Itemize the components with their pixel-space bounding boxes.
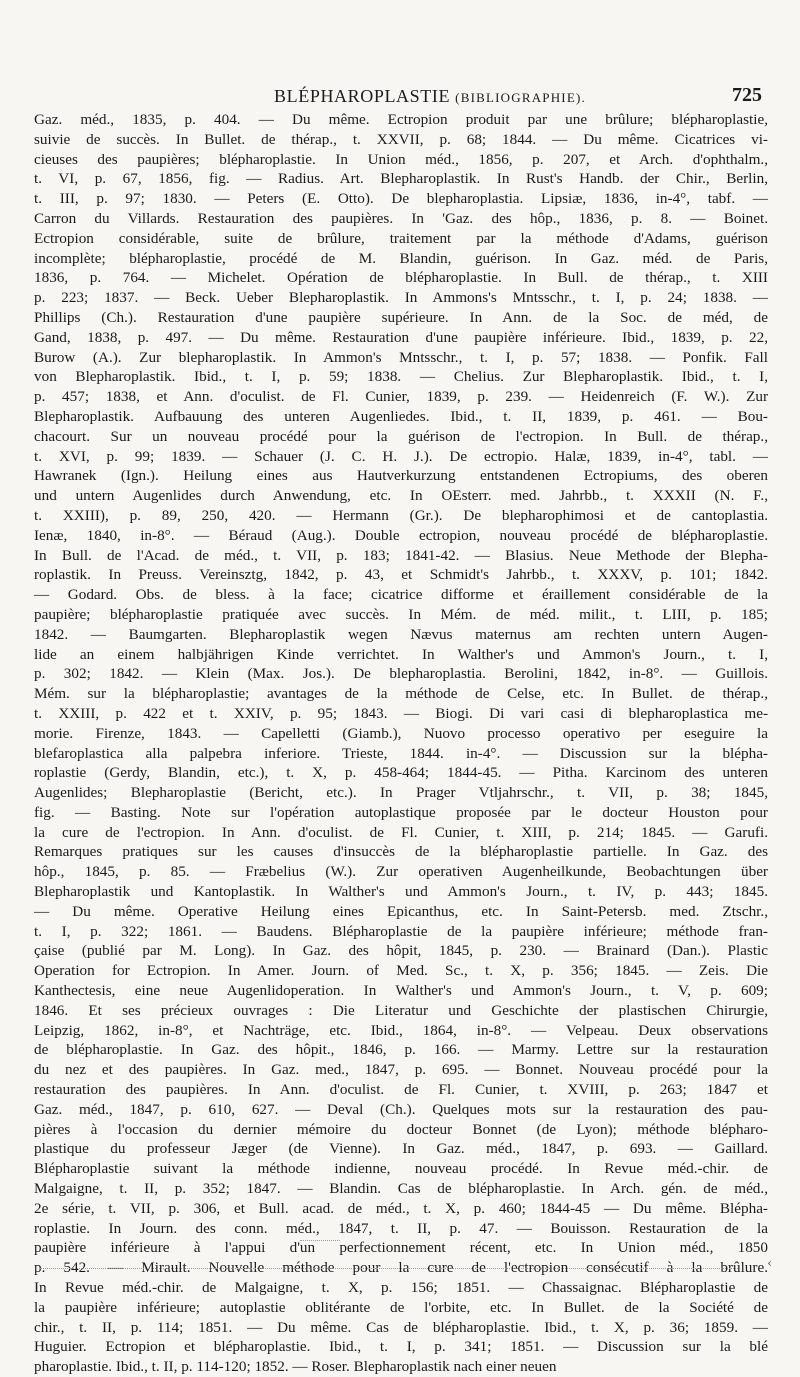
text-line: paupière; blépharoplastie pratiquée avec succès. In Mém. de méd. milit., t. LIII, p. 185; [34, 605, 768, 623]
page-number: 725 [732, 84, 762, 106]
text-line: Gaz. méd., 1847, p. 610, 627. — Deval (Ch.). Quelques mots sur la restauration des pau- [34, 1100, 768, 1118]
text-line: p. 223; 1837. — Beck. Ueber Blepharoplastik. In Ammons's Mntsschr., t. I, p. 24; 1838. — [34, 289, 768, 307]
text-line: Blepharoplastik und Kantoplastik. In Walther's und Ammon's Journ., t. IV, p. 443; 1845. [34, 883, 768, 901]
text-line: blefaroplastica alla palpebra inferiore. Trieste, 1844. in-4°. — Discussion sur la blépha- [34, 744, 768, 762]
text-line: t. III, p. 97; 1830. — Peters (E. Otto). De blepharoplastia. Lipsiæ, 1836, in-4°, tabf. — [34, 190, 768, 208]
text-line: 2e série, t. VII, p. 306, et Bull. acad. de méd., t. X, p. 460; 1844-45 — Du même. Blépha- [34, 1199, 768, 1217]
text-line: Gaz. méd., 1835, p. 404. — Du même. Ectropion produit par une brûlure; blépharoplastie, [34, 111, 768, 128]
text-line: — Du même. Operative Heilung eines Epicanthus, etc. In Saint-Petersb. med. Ztschr., [34, 902, 768, 920]
text-line: çaise (publié par M. Long). In Gaz. des hôpit, 1845, p. 230. — Brainard (Dan.). Plastic [34, 942, 768, 960]
text-line: Remarques pratiques sur les causes d'insuccès de la blépharoplastie partielle. In Gaz. des [34, 843, 768, 861]
text-line: Ienæ, 1840, in-8°. — Béraud (Aug.). Double ectropion, nouveau procédé de blépharoplastie. [34, 526, 768, 544]
text-line: roplastie (Gerdy, Blandin, etc.), t. X, p. 458-464; 1844-45. — Pitha. Karcinom des unteren [34, 764, 768, 782]
text-line: lide an einem halbjährigen Kinde verrichtet. In Walther's und Ammon's Journ., t. I, [34, 645, 768, 663]
text-line: Huguier. Ectropion et blépharoplastie. Ibid., t. I, p. 341; 1851. — Discussion sur la blé [34, 1338, 768, 1356]
text-line: 1836, p. 764. — Michelet. Opération de blépharoplastie. In Bull. de thérap., t. XIII [34, 269, 768, 287]
text-line: Leipzig, 1862, in-8°, et Nachträge, etc. Ibid., 1864, in-8°. — Velpeau. Deux observations [34, 1021, 768, 1039]
text-line: hôp., 1845, p. 85. — Fræbelius (W.). Zur operativen Augenheilkunde, Beobachtungen über [34, 863, 768, 881]
text-line: cieuses des paupières; blépharoplastie. In Union méd., 1856, p. 207, et Arch. d'ophthalm., [34, 150, 768, 168]
text-line: chacourt. Sur un nouveau procédé pour la guérison de l'ectropion. In Bull. de thérap., [34, 427, 768, 445]
text-line: la paupière inférieure; autoplastie oblitérante de l'orbite, etc. In Bullet. de la Société de [34, 1298, 768, 1316]
text-line: incomplète; blépharoplastie, procédé de M. Blandin, guérison. In Gaz. méd. de Paris, [34, 249, 768, 267]
text-line: Blépharoplastie suivant la méthode indienne, nouveau procédé. In Revue méd.-chir. de [34, 1160, 768, 1178]
bibliography-text [34, 110, 768, 1377]
text-line: In Bull. de l'Acad. de méd., t. VII, p. 183; 1841-42. — Blasius. Neue Methode der Blepha- [34, 546, 768, 564]
text-line: p. 457; 1838, et Ann. d'oculist. de Fl. Cunier, 1839, p. 239. — Heidenreich (F. W.). Zur [34, 388, 768, 406]
text-line: Gand, 1838, p. 497. — Du même. Restauration d'une paupière inférieure. Ibid., 1839, p. 22, [34, 328, 768, 346]
text-line: t. XVI, p. 99; 1839. — Schauer (J. C. H. J.). De ectropio. Halæ, 1839, in-4°, tabl. — [34, 447, 768, 465]
running-head-subtitle: (BIBLIOGRAPHIE). [455, 90, 586, 105]
divider [300, 1240, 340, 1241]
text-line: und untern Augenlides durch Anwendung, etc. In OEsterr. med. Jahrbb., t. XXXII (N. F., [34, 487, 768, 505]
text-line: de blépharoplastie. In Gaz. des hôpit., 1846, p. 166. — Marmy. Lettre sur la restauration [34, 1041, 768, 1059]
text-line: restauration des paupières. In Ann. d'oculist. de Fl. Cunier, t. XVIII, p. 263; 1847 et [34, 1081, 768, 1099]
corner-mark: ‹ [767, 1256, 772, 1270]
text-line: fig. — Basting. Note sur l'opération autoplastique proposée par le docteur Houston pour [34, 803, 768, 821]
text-line: pharoplastie. Ibid., t. II, p. 114-120; 1852. — Roser. Blepharoplastik nach einer neuen [34, 1358, 557, 1376]
text-line: Malgaigne, t. II, p. 352; 1847. — Blandin. Cas de blépharoplastie. In Arch. gén. de méd., [34, 1180, 768, 1198]
text-line: chir., t. II, p. 114; 1851. — Du même. Cas de blépharoplastie. Ibid., t. X, p. 36; 1859. — [34, 1318, 768, 1336]
text-line: In Revue méd.-chir. de Malgaigne, t. X, p. 156; 1851. — Chassaignac. Blépharoplastie de [34, 1279, 768, 1297]
text-line: paupière inférieure à l'appui d'un perfectionnement récent, etc. In Union méd., 1850 [34, 1239, 768, 1257]
text-line: roplastik. In Preuss. Vereinsztg, 1842, p. 43, et Schmidt's Jahrbb., t. XXXV, p. 101; 1842. [34, 566, 768, 584]
text-line: la cure de l'ectropion. In Ann. d'oculist. de Fl. Cunier, t. XIII, p. 214; 1845. — Garufi. [34, 823, 768, 841]
text-line: Hawranek (Ign.). Heilung eines aus Hautverkurzung entstandenen Ectropiums, des oberen [34, 467, 768, 485]
text-line: suivie de succès. In Bullet. de thérap., t. XXVII, p. 68; 1844. — Du même. Cicatrices vi- [34, 130, 768, 148]
text-line: von Blepharoplastik. Ibid., t. I, p. 59; 1838. — Chelius. Zur Blepharoplastik. Ibid., t. I, [34, 368, 768, 386]
text-line: morie. Firenze, 1843. — Capelletti (Giamb.), Nuovo processo operativo per eseguire la [34, 724, 768, 742]
text-line: Augenlides; Blepharoplastie (Bericht, etc.). In Prager Vtljahrschr., t. VII, p. 38; 1845, [34, 784, 768, 802]
text-line: t. XXIII), p. 89, 250, 420. — Hermann (Gr.). De blepharophimosi et de cantoplastia. [34, 506, 768, 524]
text-line: p. 542. — Mirault. Nouvelle méthode pour la cure de l'ectropion consécutif à la brûlure. [34, 1259, 768, 1277]
text-line: t. I, p. 322; 1861. — Baudens. Blépharoplastie de la paupière inférieure; méthode fran- [34, 922, 768, 940]
text-line: Operation for Ectropion. In Amer. Journ. of Med. Sc., t. X, p. 356; 1845. — Zeis. Die [34, 962, 768, 980]
text-line: — Godard. Obs. de bless. à la face; cicatrice difforme et éraillement considérable de la [34, 586, 768, 604]
text-line: t. VI, p. 67, 1856, fig. — Radius. Art. Blepharoplastik. In Rust's Handb. der Chir., Berlin, [34, 170, 768, 188]
text-line: plastique du professeur Jæger (de Vienne). In Gaz. méd., 1847, p. 693. — Gaillard. [34, 1140, 768, 1158]
text-line: Burow (A.). Zur blepharoplastik. In Ammon's Mntsschr., t. I, p. 57; 1838. — Ponfik. Fall [34, 348, 768, 366]
text-line: du nez et des paupières. In Gaz. med., 1847, p. 695. — Bonnet. Nouveau procédé pour la [34, 1061, 768, 1079]
text-line: t. XXIII, p. 422 et t. XXIV, p. 95; 1843. — Biogi. Di vari casi di blepharoplastica me- [34, 704, 768, 722]
text-line: pières à l'occasion du dernier mémoire du docteur Bonnet (de Lyon); méthode blépharo- [34, 1120, 768, 1138]
text-line: Blepharoplastik. Aufbauung des unteren Augenliedes. Ibid., t. II, 1839, p. 461. — Bou- [34, 407, 768, 425]
text-line: 1842. — Baumgarten. Blepharoplastik wegen Nævus maternus am rechten untern Augen- [34, 625, 768, 643]
text-line: Mém. sur la blépharoplastie; avantages de la méthode de Celse, etc. In Bullet. de thérap., [34, 685, 768, 703]
text-line: Kanthectesis, eine neue Augenlidoperation. In Walther's und Ammon's Journ., t. V, p. 609; [34, 982, 768, 1000]
text-line: p. 302; 1842. — Klein (Max. Jos.). De blepharoplastia. Berolini, 1842, in-8°. — Guillois. [34, 665, 768, 683]
text-line: roplastie. In Journ. des conn. méd., 1847, t. II, p. 47. — Bouisson. Restauration de la [34, 1219, 768, 1237]
running-head [200, 86, 660, 107]
text-line: Phillips (Ch.). Restauration d'une paupière supérieure. In Ann. de la Soc. de méd, de [34, 308, 768, 326]
text-line: Ectropion considérable, suite de brûlure, traitement par la méthode d'Adams, guérison [34, 229, 768, 247]
text-line: Carron du Villards. Restauration des paupières. In 'Gaz. des hôp., 1836, p. 8. — Boinet. [34, 209, 768, 227]
running-head-title: BLÉPHAROPLASTIE [274, 86, 451, 106]
bottom-rule [40, 1268, 740, 1269]
text-line: 1846. Et ses précieux ouvrages : Die Literatur und Geschichte der plastischen Chirurgie, [34, 1001, 768, 1019]
